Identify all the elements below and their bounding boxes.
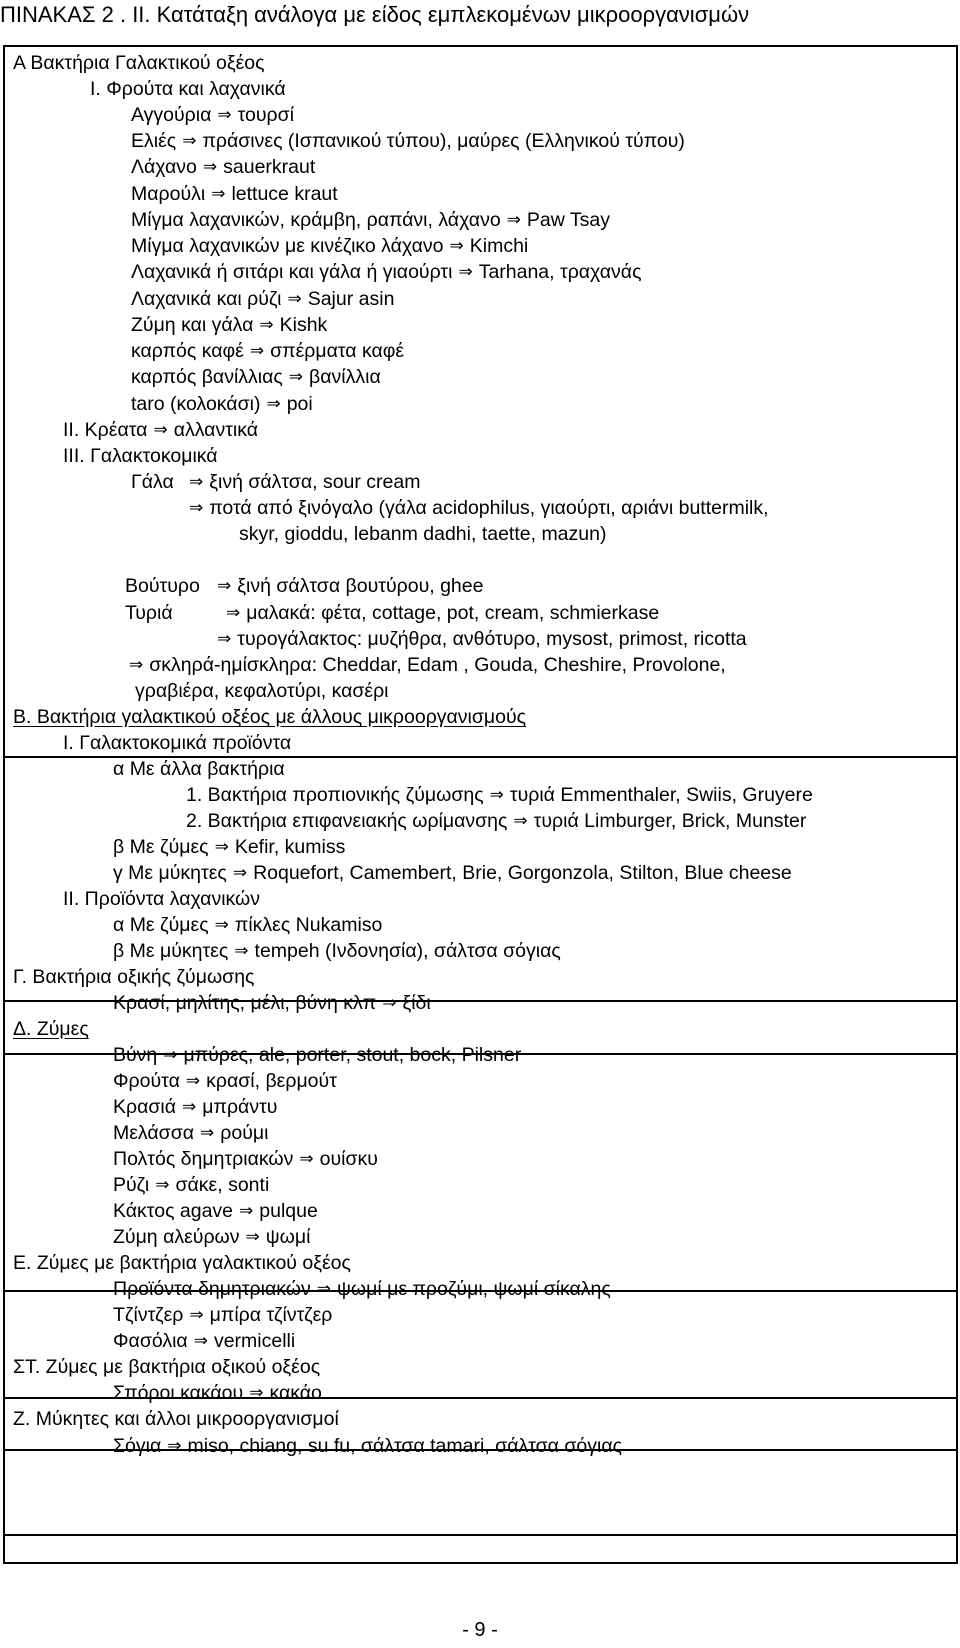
cheese-label: Τυριά <box>125 602 173 624</box>
milk-label: Γάλα <box>131 471 174 493</box>
page-number: - 9 - <box>462 1619 498 1641</box>
list-item: Τζίντζερ ⇒ μπίρα τζίντζερ <box>113 1304 333 1326</box>
dairy-products-heading: Ι. Γαλακτοκομικά προϊόντα <box>63 732 292 754</box>
list-item: Ρύζι ⇒ σάκε, sonti <box>113 1174 270 1196</box>
list-item: Φρούτα ⇒ κρασί, βερμούτ <box>113 1070 337 1092</box>
dairy-heading: ΙΙΙ. Γαλακτοκομικά <box>63 445 218 467</box>
classification-table <box>3 45 958 1564</box>
arrow-icon: ⇒ <box>163 1045 178 1065</box>
list-item: Κάκτος agave ⇒ pulque <box>113 1200 318 1222</box>
arrow-icon: ⇒ <box>214 915 229 935</box>
arrow-icon: ⇒ <box>458 262 473 282</box>
arrow-icon: ⇒ <box>217 576 232 596</box>
list-item: καρπός βανίλλιας ⇒ βανίλλια <box>131 366 381 388</box>
section-st-header: ΣΤ. Ζύμες με βακτήρια οξικού οξέος <box>13 1356 321 1378</box>
list-item: Λαχανικά και ρύζι ⇒ Sajur asin <box>131 288 395 310</box>
table-border-top <box>3 45 958 47</box>
arrow-icon: ⇒ <box>249 341 265 361</box>
arrow-icon: ⇒ <box>299 1149 314 1169</box>
list-item: α Με ζύμες ⇒ πίκλες Nukamiso <box>113 914 383 936</box>
vegetable-products-heading: ΙΙ. Προϊόντα λαχανικών <box>63 888 261 910</box>
list-item: Σπόροι κακάου ⇒ κακάο <box>113 1382 322 1404</box>
arrow-icon: ⇒ <box>167 1436 182 1456</box>
arrow-icon: ⇒ <box>449 236 464 256</box>
butter-label: Βούτυρο <box>125 575 200 597</box>
list-item: 1. Βακτήρια προπιονικής ζύμωσης ⇒ τυριά Emmenthaler, Swiis, Gruyere <box>186 784 813 806</box>
other-bacteria-heading: α Με άλλα βακτήρια <box>113 758 285 780</box>
arrow-icon: ⇒ <box>217 105 232 125</box>
arrow-icon: ⇒ <box>226 603 241 623</box>
list-item: ⇒ σκληρά-ημίσκληρα: Cheddar, Edam , Gouda, Cheshire, Provolone, <box>123 653 726 677</box>
section-a-header: Α Βακτήρια Γαλακτικού οξέος <box>13 52 265 74</box>
list-item: Ζύμη αλεύρων ⇒ ψωμί <box>113 1226 311 1248</box>
list-item: β Με μύκητες ⇒ tempeh (Ινδονησία), σάλτσα σόγιας <box>113 940 561 962</box>
section-g-header: Γ. Βακτήρια οξικής ζύμωσης <box>13 966 255 988</box>
list-item: Προϊόντα δημητριακών ⇒ ψωμί με προζύμι, ψωμί σίκαλης <box>113 1278 611 1300</box>
arrow-icon: ⇒ <box>202 157 218 177</box>
arrow-icon: ⇒ <box>513 811 528 831</box>
arrow-icon: ⇒ <box>506 210 521 230</box>
table-border-left <box>3 45 5 1564</box>
list-item: Λαχανικά ή σιτάρι και γάλα ή γιαούρτι ⇒ Tarhana, τραχανάς <box>131 261 642 283</box>
list-item: β Με ζύμες ⇒ Kefir, kumiss <box>113 836 346 858</box>
list-item: Βύνη ⇒ μπύρες, ale, porter, stout, bock, Pilsner <box>113 1044 522 1066</box>
arrow-icon: ⇒ <box>234 941 249 961</box>
list-item: Πολτός δημητριακών ⇒ ουίσκυ <box>113 1148 378 1170</box>
list-item: Μαρούλι ⇒ lettuce kraut <box>131 183 338 205</box>
arrow-icon: ⇒ <box>153 420 168 440</box>
list-item: ⇒ τυρογάλακτος: μυζήθρα, ανθότυρο, mysost, primost, ricotta <box>211 627 747 651</box>
arrow-icon: ⇒ <box>182 1097 197 1117</box>
arrow-icon: ⇒ <box>189 498 204 518</box>
list-item: Ελιές ⇒ πράσινες (Ισπανικού τύπου), μαύρες (Ελληνικού τύπου) <box>131 130 685 152</box>
list-item: Σόγια ⇒ miso, chiang, su fu, σάλτσα tamari, σάλτσα σόγιας <box>113 1435 622 1457</box>
arrow-icon: ⇒ <box>189 1305 204 1325</box>
arrow-icon: ⇒ <box>214 837 229 857</box>
list-item: ⇒ μαλακά: φέτα, cottage, pot, cream, schmierkase <box>220 601 659 625</box>
arrow-icon: ⇒ <box>129 655 144 675</box>
arrow-icon: ⇒ <box>232 863 248 883</box>
arrow-icon: ⇒ <box>155 1175 170 1195</box>
list-item: taro (κολοκάσι) ⇒ poi <box>131 393 313 415</box>
list-item: γ Με μύκητες ⇒ Roquefort, Camembert, Brie, Gorgonzola, Stilton, Blue cheese <box>113 862 792 884</box>
list-item: Λάχανο ⇒ sauerkraut <box>131 156 316 178</box>
arrow-icon: ⇒ <box>217 629 232 649</box>
list-item-continued: γραβιέρα, κεφαλοτύρι, κασέρι <box>135 680 389 702</box>
list-item: Μίγμα λαχανικών με κινέζικο λάχανο ⇒ Kimchi <box>131 235 529 257</box>
arrow-icon: ⇒ <box>245 1227 260 1247</box>
arrow-icon: ⇒ <box>211 184 226 204</box>
arrow-icon: ⇒ <box>316 1279 331 1299</box>
table-title: ΠΙΝΑΚΑΣ 2 . ΙΙ. Κατάταξη ανάλογα με είδος εμπλεκομένων μικροοργανισμών <box>0 2 750 27</box>
section-d-header: Δ. Ζύμες <box>13 1018 89 1040</box>
arrow-icon: ⇒ <box>259 315 274 335</box>
arrow-icon: ⇒ <box>189 472 204 492</box>
arrow-icon: ⇒ <box>288 367 304 387</box>
list-item: ⇒ ξινή σάλτσα βουτύρου, ghee <box>211 574 483 598</box>
list-item: Μελάσσα ⇒ ρούμι <box>113 1122 269 1144</box>
table-border-right <box>956 45 958 1564</box>
list-item: Κρασί, μηλίτης, μέλι, βύνη κλπ ⇒ ξίδι <box>113 992 431 1014</box>
arrow-icon: ⇒ <box>489 785 504 805</box>
arrow-icon: ⇒ <box>249 1383 264 1403</box>
arrow-icon: ⇒ <box>239 1201 254 1221</box>
section-z-header: Ζ. Μύκητες και άλλοι μικροοργανισμοί <box>13 1408 339 1430</box>
list-item: Αγγούρια ⇒ τουρσί <box>131 104 295 126</box>
list-item: ⇒ ξινή σάλτσα, sour cream <box>183 470 420 494</box>
arrow-icon: ⇒ <box>193 1331 208 1351</box>
list-item: ⇒ ποτά από ξινόγαλο (γάλα acidophilus, γιαούρτι, αριάνι buttermilk, <box>183 496 769 520</box>
list-item: Ζύμη και γάλα ⇒ Kishk <box>131 314 328 336</box>
section-divider <box>3 1534 958 1536</box>
list-item-continued: skyr, gioddu, lebanm dadhi, taette, mazun) <box>239 523 607 545</box>
list-item: Μίγμα λαχανικών, κράμβη, ραπάνι, λάχανο ⇒ Paw Tsay <box>131 209 611 231</box>
section-e-header: Ε. Ζύμες με βακτήρια γαλακτικού οξέος <box>13 1252 351 1274</box>
table-border-bottom <box>3 1562 958 1564</box>
arrow-icon: ⇒ <box>382 993 397 1013</box>
arrow-icon: ⇒ <box>185 1071 201 1091</box>
arrow-icon: ⇒ <box>200 1123 215 1143</box>
arrow-icon: ⇒ <box>266 394 281 414</box>
list-item: καρπός καφέ ⇒ σπέρματα καφέ <box>131 340 405 362</box>
fruits-vegetables-heading: Ι. Φρούτα και λαχανικά <box>90 78 286 100</box>
arrow-icon: ⇒ <box>182 131 197 151</box>
list-item: Φασόλια ⇒ vermicelli <box>113 1330 296 1352</box>
section-b-header: Β. Βακτήρια γαλακτικού οξέος με άλλους μικροοργανισμούς <box>13 706 527 728</box>
arrow-icon: ⇒ <box>287 289 302 309</box>
list-item: 2. Βακτήρια επιφανειακής ωρίμανσης ⇒ τυριά Limburger, Brick, Munster <box>186 810 807 832</box>
meat-heading: ΙΙ. Κρέατα ⇒ αλλαντικά <box>63 419 259 441</box>
list-item: Κρασιά ⇒ μπράντυ <box>113 1096 278 1118</box>
